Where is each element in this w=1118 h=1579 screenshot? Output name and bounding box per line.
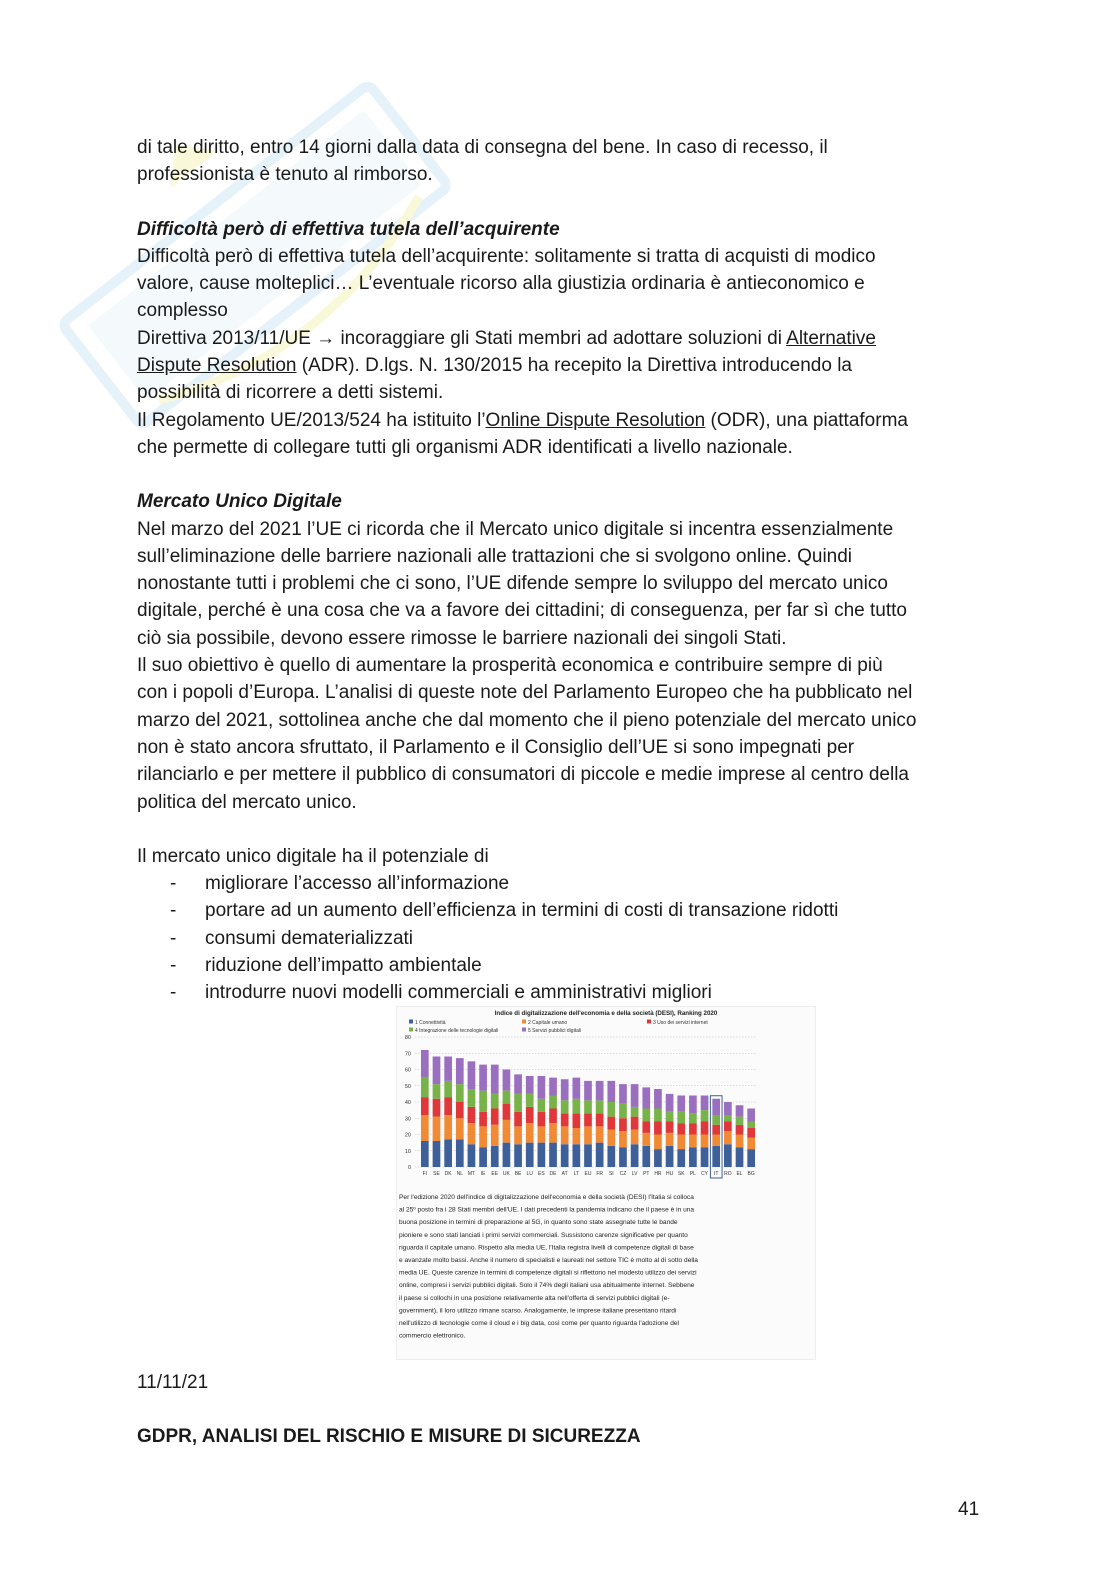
bar-segment [666,1112,674,1122]
x-tick-label: MT [467,1171,476,1177]
bar-segment [584,1144,592,1167]
bar-segment [689,1123,697,1134]
bar-segment [491,1146,499,1167]
y-tick-label: 50 [404,1083,411,1090]
bar-segment [514,1074,522,1094]
bar-segment [572,1099,580,1114]
bar-segment [701,1110,709,1121]
bar-segment [549,1109,557,1124]
bar-segment [491,1094,499,1109]
x-tick-label: FI [422,1171,428,1177]
bar-segment [433,1084,441,1099]
bar-segment [561,1079,569,1100]
x-tick-label: FR [596,1171,603,1177]
bar-segment [549,1123,557,1143]
bar-segment [561,1144,569,1167]
bar-segment [421,1097,429,1115]
paragraph-line: ciò sia possibile, devono essere rimosse le barriere nazionali dei singoli Stati. [137,627,787,649]
bar-segment [712,1135,720,1146]
bar-segment [538,1126,546,1142]
bar-segment [666,1146,674,1167]
bar-segment [736,1125,744,1135]
bar-segment [689,1135,697,1148]
bar-segment [607,1102,615,1117]
bar-segment [619,1148,627,1168]
odr-link[interactable]: Online Dispute Resolution [485,409,706,431]
x-tick-label: LV [631,1171,638,1177]
x-tick-label: PL [689,1171,696,1177]
bar-segment [526,1143,534,1167]
bar-segment [561,1100,569,1113]
bar-segment [479,1148,487,1168]
list-item: - riduzione dell’impatto ambientale [137,952,997,979]
bar-segment [642,1087,650,1108]
paragraph-line: valore, cause molteplici… L’eventuale ricorso alla giustizia ordinaria è antieconomico e [137,273,865,295]
legend-label: 1 Connettività [415,1020,446,1026]
paragraph-line: non è stato ancora sfruttato, il Parlamento e il Consiglio dell’UE si sono impegnati per [137,736,855,758]
bar-segment [538,1076,546,1099]
bar-segment [747,1128,755,1138]
potential-list [137,870,997,1006]
bar-segment [549,1143,557,1167]
bar-segment [479,1091,487,1112]
figure-caption-line: riguarda il capitale umano. Rispetto alla media UE, l'Italia registra livelli di competenze digitali di base [399,1244,694,1252]
paragraph-line: digitale, perché è una cosa che va a favore dei cittadini; di conseguenza, per far sì che tutto [137,600,907,622]
figure-caption-line: commercio elettronico. [399,1332,466,1340]
section-title-gdpr: GDPR, ANALISI DEL RISCHIO E MISURE DI SICUREZZA [137,1426,641,1447]
legend-label: 2 Capitale umano [528,1020,568,1026]
paragraph-line: Nel marzo del 2021 l’UE ci ricorda che il Mercato unico digitale si incentra essenzialmente [137,518,894,540]
paragraph-line [137,325,997,352]
paragraph-line: rilanciarlo e per mettere il pubblico di consumatori di piccole e medie imprese al centro della [137,764,909,786]
bar-segment [456,1058,464,1084]
bar-segment [736,1105,744,1116]
x-tick-label: AT [561,1171,568,1177]
bar-segment [642,1133,650,1146]
bar-segment [689,1113,697,1123]
bar-segment [724,1144,732,1167]
paragraph-line: Difficoltà però di effettiva tutela dell’acquirente: solitamente si tratta di acquisti di modico [137,245,876,267]
figure-caption-line: il paese si collochi in una posizione relativamente alta nell'offerta di servizi pubblici digitali (e- [399,1294,670,1302]
bar-segment [526,1076,534,1094]
x-tick-label: EE [491,1171,499,1177]
y-tick-label: 40 [404,1100,411,1106]
bar-segment [631,1107,639,1117]
list-dash: - [170,900,177,922]
bar-segment [479,1126,487,1147]
legend-swatch [522,1028,526,1032]
bar-segment [654,1109,662,1122]
bar-segment [724,1122,732,1132]
bar-segment [677,1096,685,1112]
bar-segment [538,1112,546,1127]
legend-swatch [409,1020,413,1024]
bar-segment [479,1112,487,1127]
bar-segment [491,1125,499,1146]
x-tick-label: IE [480,1171,486,1177]
y-tick-label: 30 [404,1116,411,1123]
bar-segment [456,1084,464,1102]
bar-segment [444,1115,452,1139]
bar-segment [584,1126,592,1144]
bar-segment [631,1084,639,1107]
bar-segment [584,1100,592,1113]
x-tick-label: SK [677,1171,685,1177]
legend-swatch [409,1028,413,1032]
bar-segment [572,1113,580,1128]
bar-segment [736,1148,744,1168]
x-tick-label: HU [665,1171,674,1177]
bar-segment [456,1139,464,1167]
bar-segment [712,1146,720,1167]
paragraph-text: Direttiva 2013/11/UE → incoraggiare gli Stati membri ad adottare soluzioni di [137,327,787,349]
x-tick-label: CZ [619,1171,627,1177]
list-dash: - [170,873,177,895]
bar-segment [456,1118,464,1139]
bar-segment [596,1143,604,1167]
legend-label: 4 Integrazione delle tecnologie digitali [415,1028,499,1034]
adr-link-continued[interactable]: Dispute Resolution [137,355,297,377]
figure-caption-line: government), il loro utilizzo rimane scarso. Analogamente, le imprese italiane presentano ritardi [399,1307,677,1315]
bar-segment [701,1135,709,1148]
bar-segment [607,1081,615,1102]
figure-caption-line: Per l'edizione 2020 dell'indice di digitalizzazione dell'economia e della società (DESI) l'Italia si colloca [399,1194,694,1201]
x-tick-label: LU [526,1171,533,1177]
bar-segment [572,1144,580,1167]
bar-segment [503,1091,511,1104]
list-dash: - [170,982,177,1004]
y-tick-label: 20 [404,1132,411,1139]
bar-segment [503,1104,511,1120]
bar-segment [677,1112,685,1123]
bar-segment [631,1117,639,1130]
bar-segment [619,1104,627,1119]
bar-segment [607,1117,615,1130]
bar-segment [631,1130,639,1145]
bar-segment [712,1115,720,1125]
x-tick-label: DK [444,1171,452,1177]
bar-segment [607,1130,615,1146]
bar-segment [724,1131,732,1144]
bar-segment [468,1061,476,1089]
x-tick-label: RO [724,1171,732,1177]
bar-segment [421,1078,429,1098]
bar-segment [619,1118,627,1131]
bar-segment [514,1112,522,1127]
bar-segment [503,1143,511,1167]
x-tick-label: IT [713,1171,719,1177]
bar-segment [433,1141,441,1167]
legend-swatch [647,1020,651,1024]
figure-caption-line: media UE. Queste carenze in termini di competenze digitali si riflettono nel modesto utilizzo dei servizi [399,1269,697,1277]
desi-chart [397,1007,815,1359]
y-tick-label: 10 [404,1148,411,1155]
paragraph-line: che permette di collegare tutti gli organismi ADR identificati a livello nazionale. [137,436,793,458]
bar-segment [607,1146,615,1167]
bar-segment [736,1135,744,1148]
bar-segment [596,1100,604,1113]
x-tick-label: CY [701,1171,709,1177]
figure-caption-line: al 25º posto fra i 28 Stati membri dell'UE. I dati precedenti la pandemia indicano che il paese è in una [399,1206,695,1214]
bar-segment [421,1141,429,1167]
x-tick-label: BG [747,1171,755,1177]
paragraph-text: Il Regolamento UE/2013/524 ha istituito l’ [137,409,486,431]
bar-segment [712,1099,720,1115]
paragraph-line: professionista è tenuto al rimborso. [137,164,433,186]
bar-segment [584,1113,592,1126]
x-tick-label: BE [514,1171,522,1177]
paragraph-line: possibilità di ricorrere a detti sistemi. [137,382,444,404]
paragraph-text: (ODR), una piattaforma [705,409,908,431]
bar-segment [549,1078,557,1096]
paragraph-line: politica del mercato unico. [137,791,357,813]
bar-segment [736,1117,744,1125]
x-tick-label: HR [654,1171,662,1177]
bar-segment [549,1096,557,1109]
paragraph-text: (ADR). D.lgs. N. 130/2015 ha recepito la Direttiva introducendo la [296,355,852,377]
bar-segment [572,1078,580,1099]
bar-segment [514,1094,522,1112]
y-tick-label: 80 [404,1035,411,1041]
adr-link[interactable]: Alternative [786,327,876,349]
x-tick-label: EU [584,1171,592,1177]
bar-segment [701,1148,709,1168]
bar-segment [654,1089,662,1109]
bar-segment [468,1107,476,1123]
bar-segment [747,1122,755,1129]
bar-segment [712,1125,720,1135]
paragraph-line: marzo del 2021, sottolinea anche che dal momento che il pieno potenziale del mercato unico [137,709,917,731]
bar-segment [677,1135,685,1150]
bar-segment [433,1057,441,1085]
bar-segment [526,1107,534,1123]
bar-segment [677,1149,685,1167]
bar-segment [444,1139,452,1167]
bar-segment [619,1084,627,1104]
bar-segment [724,1102,732,1115]
bar-segment [444,1097,452,1115]
document-body [137,134,997,1007]
bar-segment [677,1123,685,1134]
figure-caption-line: online, compresi i servizi pubblici digitali. Solo il 74% degli italiani usa abitualmente internet. Sebbene [399,1282,695,1290]
bar-segment [538,1099,546,1112]
bar-segment [631,1144,639,1167]
bar-segment [514,1144,522,1167]
bar-segment [421,1115,429,1141]
list-intro: Il mercato unico digitale ha il potenziale di [137,845,489,867]
x-tick-label: NL [456,1171,463,1177]
y-tick-label: 60 [404,1067,411,1074]
bar-segment [666,1122,674,1133]
page-number: 41 [958,1499,980,1520]
section-heading-mercato: Mercato Unico Digitale [137,491,342,513]
bar-segment [514,1126,522,1144]
bar-segment [724,1115,732,1122]
bar-segment [642,1109,650,1122]
bar-segment [596,1126,604,1142]
paragraph-line: nonostante tutti i problemi che ci sono, l’UE difende sempre lo sviluppo del mercato unico [137,573,888,595]
y-tick-label: 70 [404,1051,411,1058]
figure-caption-line: buona posizione in termini di preparazione al 5G, in quanto sono state assegnate tutte le bande [399,1219,678,1227]
bar-segment [538,1143,546,1167]
legend-label: 5 Servizi pubblici digitali [528,1028,582,1034]
x-tick-label: ES [538,1171,545,1177]
bar-segment [421,1050,429,1078]
x-tick-label: UK [502,1171,510,1177]
bar-segment [654,1122,662,1135]
paragraph-line: con i popoli d’Europa. L’analisi di queste note del Parlamento Europeo che ha pubblicato nel [137,682,913,704]
x-tick-label: LT [573,1171,580,1177]
chart-title: Indice di digitalizzazione dell'economia e della società (DESI), Ranking 2020 [494,1010,718,1017]
x-tick-label: PT [643,1171,650,1177]
bar-segment [596,1113,604,1126]
x-tick-label: DE [549,1171,557,1177]
bar-segment [491,1109,499,1125]
figure-caption-line: pioniere e sono stati lanciati i primi servizi commerciali. Sussistono carenze significative per quanto [399,1231,688,1239]
bar-segment [526,1094,534,1107]
x-tick-label: EL [736,1171,743,1177]
bar-segment [561,1113,569,1126]
bar-segment [701,1122,709,1135]
desi-figure [396,1006,816,1360]
bar-segment [747,1109,755,1122]
bar-segment [584,1081,592,1101]
bar-segment [479,1065,487,1091]
bar-segment [503,1120,511,1143]
figure-caption-line: e avanzate molto bassi. Anche il numero di specialisti e laureati nel settore TIC è molto al di sotto della [399,1257,698,1264]
bar-segment [747,1138,755,1149]
list-dash: - [170,955,177,977]
paragraph-line: sull’eliminazione delle barriere nazionali alle trattazioni che si svolgono online. Quindi [137,545,853,567]
bar-segment [596,1081,604,1101]
bar-segment [468,1089,476,1107]
section-heading-tutela: Difficoltà però di effettiva tutela dell’acquirente [137,218,560,240]
x-tick-label: SI [608,1171,614,1177]
list-dash: - [170,927,177,949]
list-item: - migliorare l’accesso all’informazione [137,870,997,897]
bar-segment [689,1148,697,1168]
figure-caption-line: nell'utilizzo di tecnologie come il cloud e i big data, così come per quanto riguarda l'adozione del [399,1320,679,1327]
bar-segment [642,1122,650,1133]
legend-label: 3 Uso dei servizi internet [653,1020,708,1026]
bar-segment [666,1133,674,1146]
bar-segment [561,1126,569,1144]
paragraph-line: complesso [137,300,228,322]
y-tick-label: 0 [407,1165,411,1171]
bar-segment [433,1099,441,1117]
paragraph-line [137,352,997,379]
paragraph-line: Il suo obiettivo è quello di aumentare la prosperità economica e contribuire sempre di più [137,655,883,677]
bar-segment [689,1096,697,1114]
x-tick-label: SE [433,1171,440,1177]
bar-segment [619,1131,627,1147]
bar-segment [444,1081,452,1097]
lecture-date: 11/11/21 [137,1372,209,1393]
bar-segment [572,1128,580,1144]
bar-segment [503,1070,511,1091]
bar-segment [654,1149,662,1167]
paragraph-line [137,407,997,434]
bar-segment [468,1144,476,1167]
bar-segment [666,1094,674,1112]
legend-swatch [522,1020,526,1024]
bar-segment [491,1065,499,1094]
bar-segment [747,1149,755,1167]
list-item: - consumi dematerializzati [137,925,997,952]
bar-segment [654,1135,662,1150]
list-item: - portare ad un aumento dell’efficienza in termini di costi di transazione ridotti [137,897,997,924]
bar-segment [642,1146,650,1167]
bar-segment [444,1057,452,1081]
bar-segment [456,1102,464,1118]
list-item: - introdurre nuovi modelli commerciali e amministrativi migliori [137,979,997,1006]
bar-segment [433,1117,441,1141]
bar-segment [468,1123,476,1144]
bar-segment [526,1123,534,1143]
paragraph-line: di tale diritto, entro 14 giorni dalla data di consegna del bene. In caso di recesso, il [137,137,828,158]
bar-segment [701,1096,709,1111]
